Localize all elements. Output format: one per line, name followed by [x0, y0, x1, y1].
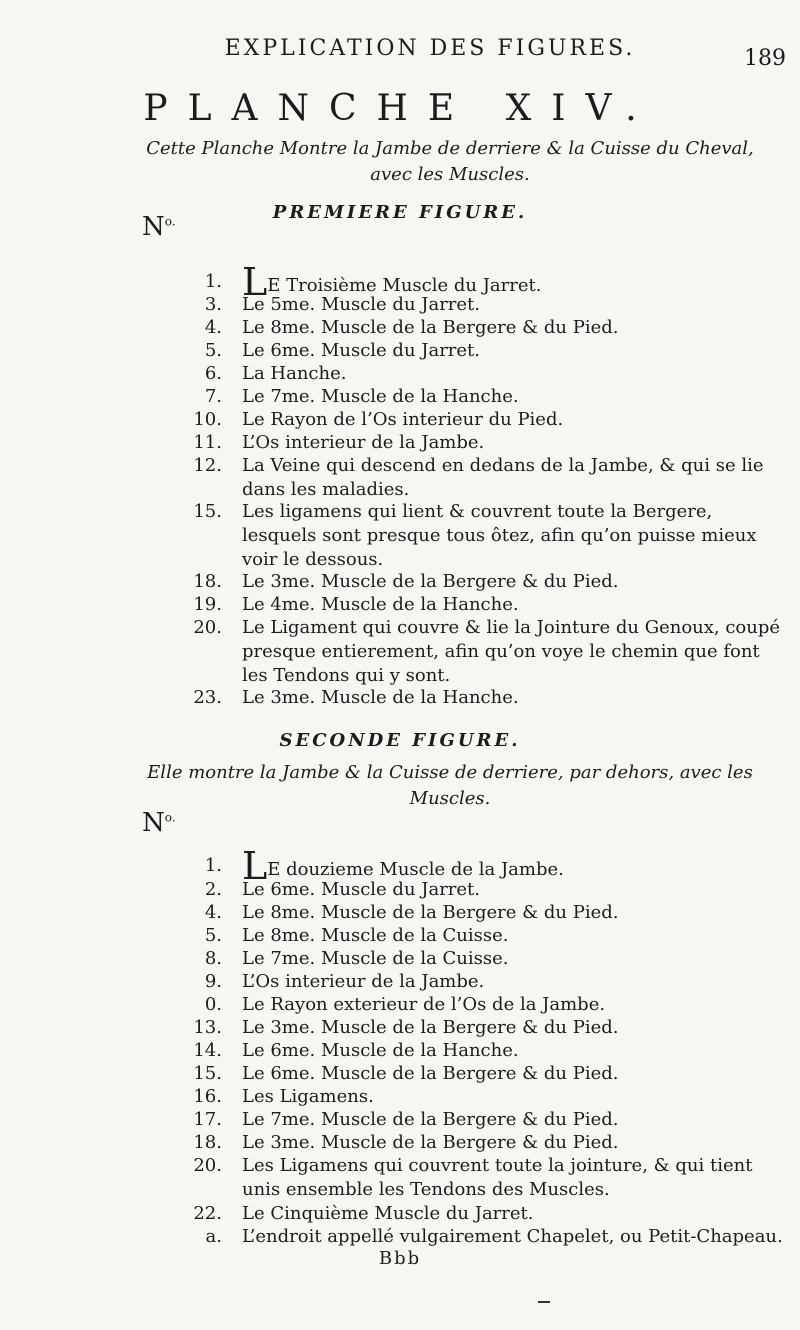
printer-mark: [538, 1301, 550, 1303]
item-number: 8.: [204, 948, 222, 969]
item-text: E douzieme Muscle de la Jambe.: [267, 859, 564, 880]
item-number: 3.: [204, 294, 222, 315]
list-item: [150, 385, 790, 409]
item-text: Le 7me. Muscle de la Cuisse.: [242, 948, 509, 969]
item-text: Le 5me. Muscle du Jarret.: [242, 294, 481, 315]
item-number: 12.: [193, 455, 222, 476]
item-text: L’Os interieur de la Jambe.: [242, 432, 485, 453]
item-text: La Hanche.: [242, 363, 347, 384]
plate-title: PLANCHE XIV.: [143, 88, 657, 129]
item-number: 5.: [204, 925, 222, 946]
item-number: 15.: [193, 1063, 222, 1084]
list-item: [150, 844, 790, 888]
list-item: [150, 454, 790, 502]
item-number: 1.: [204, 271, 222, 292]
item-text: E Troisième Muscle du Jarret.: [267, 275, 542, 296]
item-number: 9.: [204, 971, 222, 992]
item-number: 13.: [193, 1017, 222, 1038]
item-text: Le 7me. Muscle de la Hanche.: [242, 386, 519, 407]
item-number: 20.: [193, 1155, 222, 1176]
item-text: Le 6me. Muscle de la Hanche.: [242, 1040, 519, 1061]
item-text: Le 3me. Muscle de la Bergere & du Pied.: [242, 571, 619, 592]
number-label-text: N: [142, 808, 165, 838]
figure-2-heading: SECONDE FIGURE.: [279, 730, 521, 751]
list-item: [150, 947, 790, 971]
signature-mark: Bbb: [378, 1248, 422, 1269]
item-number: 17.: [193, 1109, 222, 1130]
list-item: [150, 970, 790, 994]
list-item: [150, 1202, 790, 1226]
item-text: Le Rayon de l’Os interieur du Pied.: [242, 409, 564, 430]
item-text: La Veine qui descend en dedans de la Jambe, & qui se lie dans les maladies.: [242, 455, 764, 500]
list-item: [150, 570, 790, 594]
item-text: Le Cinquième Muscle du Jarret.: [242, 1203, 534, 1224]
drop-cap: L: [242, 844, 268, 888]
item-number: 0.: [204, 994, 222, 1015]
item-number: 22.: [193, 1203, 222, 1224]
item-text: Le 7me. Muscle de la Bergere & du Pied.: [242, 1109, 619, 1130]
figure-2-subtitle: Elle montre la Jambe & la Cuisse de derriere, par dehors, avec les Muscles.: [147, 762, 753, 809]
item-number: 18.: [193, 571, 222, 592]
list-item: [150, 686, 790, 710]
list-item: [150, 1225, 790, 1249]
item-text: Le 6me. Muscle de la Bergere & du Pied.: [242, 1063, 619, 1084]
list-item: [150, 408, 790, 432]
list-item: [150, 1154, 790, 1202]
list-item: [150, 1039, 790, 1063]
list-item: [150, 924, 790, 948]
list-item: [150, 1131, 790, 1155]
item-text: Le 6me. Muscle du Jarret.: [242, 879, 481, 900]
item-number: 6.: [204, 363, 222, 384]
item-text: Le 3me. Muscle de la Bergere & du Pied.: [242, 1132, 619, 1153]
drop-cap: L: [242, 260, 268, 304]
item-number: 4.: [204, 902, 222, 923]
list-item: [150, 1062, 790, 1086]
item-number: 5.: [204, 340, 222, 361]
item-number: 2.: [204, 879, 222, 900]
item-text: Le 3me. Muscle de la Bergere & du Pied.: [242, 1017, 619, 1038]
list-item: [150, 431, 790, 455]
list-item: [150, 616, 790, 688]
item-text: Le Rayon exterieur de l’Os de la Jambe.: [242, 994, 606, 1015]
plate-subtitle: Cette Planche Montre la Jambe de derriere & la Cuisse du Cheval, avec les Muscles.: [146, 138, 754, 185]
item-number: 16.: [193, 1086, 222, 1107]
number-label-sup: o.: [164, 214, 176, 229]
page-number: 189: [744, 46, 786, 71]
item-text: Les Ligamens.: [242, 1086, 374, 1107]
list-item: [150, 1016, 790, 1040]
item-text: Le Ligament qui couvre & lie la Jointure du Genoux, coupé presque entierement, afin qu’on voye le chemin que font les Tendons qui y sont.: [242, 617, 781, 686]
list-item: [150, 316, 790, 340]
item-number: 10.: [193, 409, 222, 430]
number-label-sup: o.: [164, 810, 176, 825]
item-text: L’Os interieur de la Jambe.: [242, 971, 485, 992]
item-text: Le 8me. Muscle de la Cuisse.: [242, 925, 509, 946]
number-column-label: [142, 808, 176, 838]
list-item: [150, 993, 790, 1017]
list-item: [150, 1085, 790, 1109]
item-text: Le 4me. Muscle de la Hanche.: [242, 594, 519, 615]
list-item: [150, 901, 790, 925]
item-number: 19.: [193, 594, 222, 615]
item-text: Le 3me. Muscle de la Hanche.: [242, 687, 519, 708]
item-text: Le 8me. Muscle de la Bergere & du Pied.: [242, 317, 619, 338]
list-item: [150, 339, 790, 363]
item-number: 1.: [204, 855, 222, 876]
list-item: [150, 1108, 790, 1132]
number-label-text: N: [142, 212, 165, 242]
list-item: [150, 293, 790, 317]
item-number: 15.: [193, 501, 222, 522]
item-number: 11.: [193, 432, 222, 453]
list-item: [150, 593, 790, 617]
item-number: 7.: [204, 386, 222, 407]
list-item: [150, 878, 790, 902]
item-text: Les ligamens qui lient & couvrent toute la Bergere, lesquels sont presque tous ôtez, afin qu’on puisse mieux voir le dessous.: [242, 501, 757, 570]
item-text: L’endroit appellé vulgairement Chapelet, ou Petit-Chapeau.: [242, 1226, 783, 1247]
item-number: 18.: [193, 1132, 222, 1153]
list-item: [150, 500, 790, 572]
item-number: 4.: [204, 317, 222, 338]
item-number: 14.: [193, 1040, 222, 1061]
item-number: 23.: [193, 687, 222, 708]
running-title: EXPLICATION DES FIGURES.: [224, 36, 636, 61]
list-item: [150, 362, 790, 386]
number-column-label: [142, 212, 176, 242]
list-item: [150, 260, 790, 304]
item-text: Les Ligamens qui couvrent toute la jointure, & qui tient unis ensemble les Tendons des Muscles.: [242, 1155, 753, 1200]
item-text: Le 6me. Muscle du Jarret.: [242, 340, 481, 361]
item-text: Le 8me. Muscle de la Bergere & du Pied.: [242, 902, 619, 923]
figure-1-heading: PREMIERE FIGURE.: [272, 202, 528, 223]
item-number: a.: [205, 1226, 222, 1247]
item-number: 20.: [193, 617, 222, 638]
